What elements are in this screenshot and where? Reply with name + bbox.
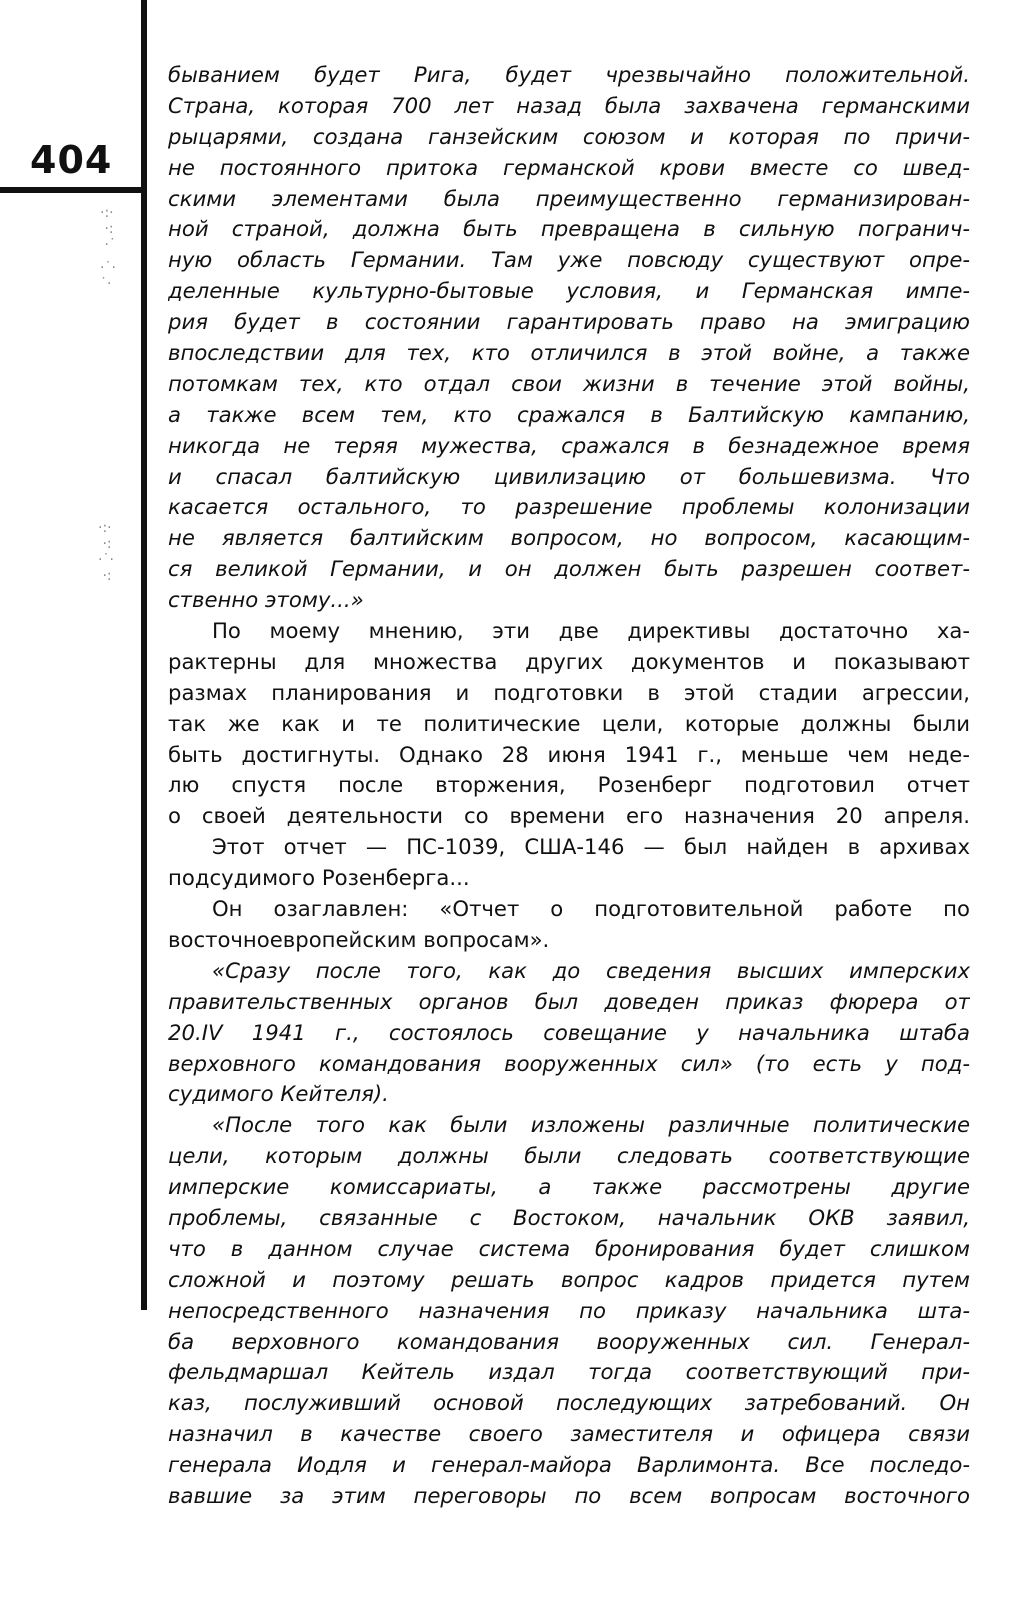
text-line: никогда не теряя мужества, сражался в безнадежное время — [168, 432, 970, 458]
text-line: о своей деятельности со времени его назначения 20 апреля. — [168, 803, 970, 829]
text-line: не постоянного притока германской крови вместе со швед- — [168, 154, 970, 180]
text-line: ся великой Германии, и он должен быть разрешен соответ- — [168, 556, 970, 582]
text-line: не является балтийским вопросом, но вопросом, касающим- — [168, 525, 970, 551]
text-line: 20.IV 1941 г., состоялось совещание у начальника штаба — [168, 1019, 970, 1045]
scan-speck: ·:· ·: ·˙ — [100, 205, 116, 253]
text-line: каз, послуживший основой последующих затребований. Он — [168, 1390, 970, 1416]
text-line: генерала Иодля и генерал-майора Варлимонта. Все последо- — [168, 1452, 970, 1478]
text-line: «После того как были изложены различные политические — [212, 1112, 970, 1138]
text-line: фельдмаршал Кейтель издал тогда соответствующий при- — [168, 1359, 970, 1385]
text-line: вавшие за этим переговоры по всем вопросам восточного — [168, 1482, 970, 1508]
text-line: верховного командования вооруженных сил» (то есть у под- — [168, 1050, 970, 1076]
text-line: «Сразу после того, как до сведения высших имперских — [212, 957, 970, 983]
text-line: ной страной, должна быть превращена в сильную погранич- — [168, 216, 970, 242]
text-line: имперские комиссариаты, а также рассмотрены другие — [168, 1174, 970, 1200]
text-line: рия будет в состоянии гарантировать право на эмиграцию — [168, 309, 970, 335]
text-line: правительственных органов был доведен приказ фюрера от — [168, 988, 970, 1014]
text-line: проблемы, связанные с Востоком, начальник ОКВ заявил, — [168, 1204, 970, 1230]
text-line: ба верховного командования вооруженных сил. Генерал- — [168, 1328, 970, 1354]
text-line: Он озаглавлен: «Отчет о подготовительной работе по — [212, 896, 970, 922]
text-line: размах планирования и подготовки в этой стадии агрессии, — [168, 679, 970, 705]
text-line: восточноевропейским вопросам». — [168, 926, 550, 952]
text-line: рактерны для множества других документов и показывают — [168, 648, 970, 674]
margin-rule — [141, 0, 147, 1310]
text-line: назначил в качестве своего заместителя и офицера связи — [168, 1421, 970, 1447]
text-line: Страна, которая 700 лет назад была захвачена германскими — [168, 92, 970, 118]
text-line: лю спустя после вторжения, Розенберг подготовил отчет — [168, 772, 970, 798]
page-number: 404 — [30, 138, 113, 182]
text-line: сложной и поэтому решать вопрос кадров придется путем — [168, 1266, 970, 1292]
text-line: ную область Германии. Там уже повсюду существуют опре- — [168, 247, 970, 273]
text-line: скими элементами была преимущественно германизирован- — [168, 185, 970, 211]
text-line: впоследствии для тех, кто отличился в этой войне, а также — [168, 340, 970, 366]
text-line: что в данном случае система бронирования будет слишком — [168, 1235, 970, 1261]
text-line: быванием будет Рига, будет чрезвычайно положительной. — [168, 62, 970, 87]
text-line: По моему мнению, эти две директивы достаточно ха- — [212, 618, 970, 644]
text-line: а также всем тем, кто сражался в Балтийскую кампанию, — [168, 401, 970, 427]
text-line: ственно этому...» — [168, 587, 364, 613]
text-line: непосредственного назначения по приказу начальника шта- — [168, 1297, 970, 1323]
text-line: и спасал балтийскую цивилизацию от большевизма. Что — [168, 463, 970, 489]
scan-speck: ·:· ·: ·˙· ·: — [98, 520, 114, 584]
text-line: деленные культурно-бытовые условия, и Германская импе- — [168, 278, 970, 304]
text-line: цели, которым должны были следовать соответствующие — [168, 1143, 970, 1169]
text-line: подсудимого Розенберга... — [168, 865, 470, 891]
text-line: потомкам тех, кто отдал свои жизни в течение этой войны, — [168, 370, 970, 396]
text-line: так же как и те политические цели, которые должны были — [168, 710, 970, 736]
text-line: быть достигнуты. Однако 28 июня 1941 г., меньше чем неде- — [168, 741, 970, 767]
text-line: рыцарями, создана ганзейским союзом и которая по причи- — [168, 123, 970, 149]
body-text — [168, 60, 970, 1512]
text-line: Этот отчет — ПС-1039, США-146 — был найден в архивах — [212, 834, 970, 860]
page-number-rule — [0, 187, 146, 193]
scan-speck: ·˙· ˙· — [100, 260, 116, 292]
text-line: судимого Кейтеля). — [168, 1081, 389, 1107]
text-line: касается остального, то разрешение проблемы колонизации — [168, 494, 970, 520]
